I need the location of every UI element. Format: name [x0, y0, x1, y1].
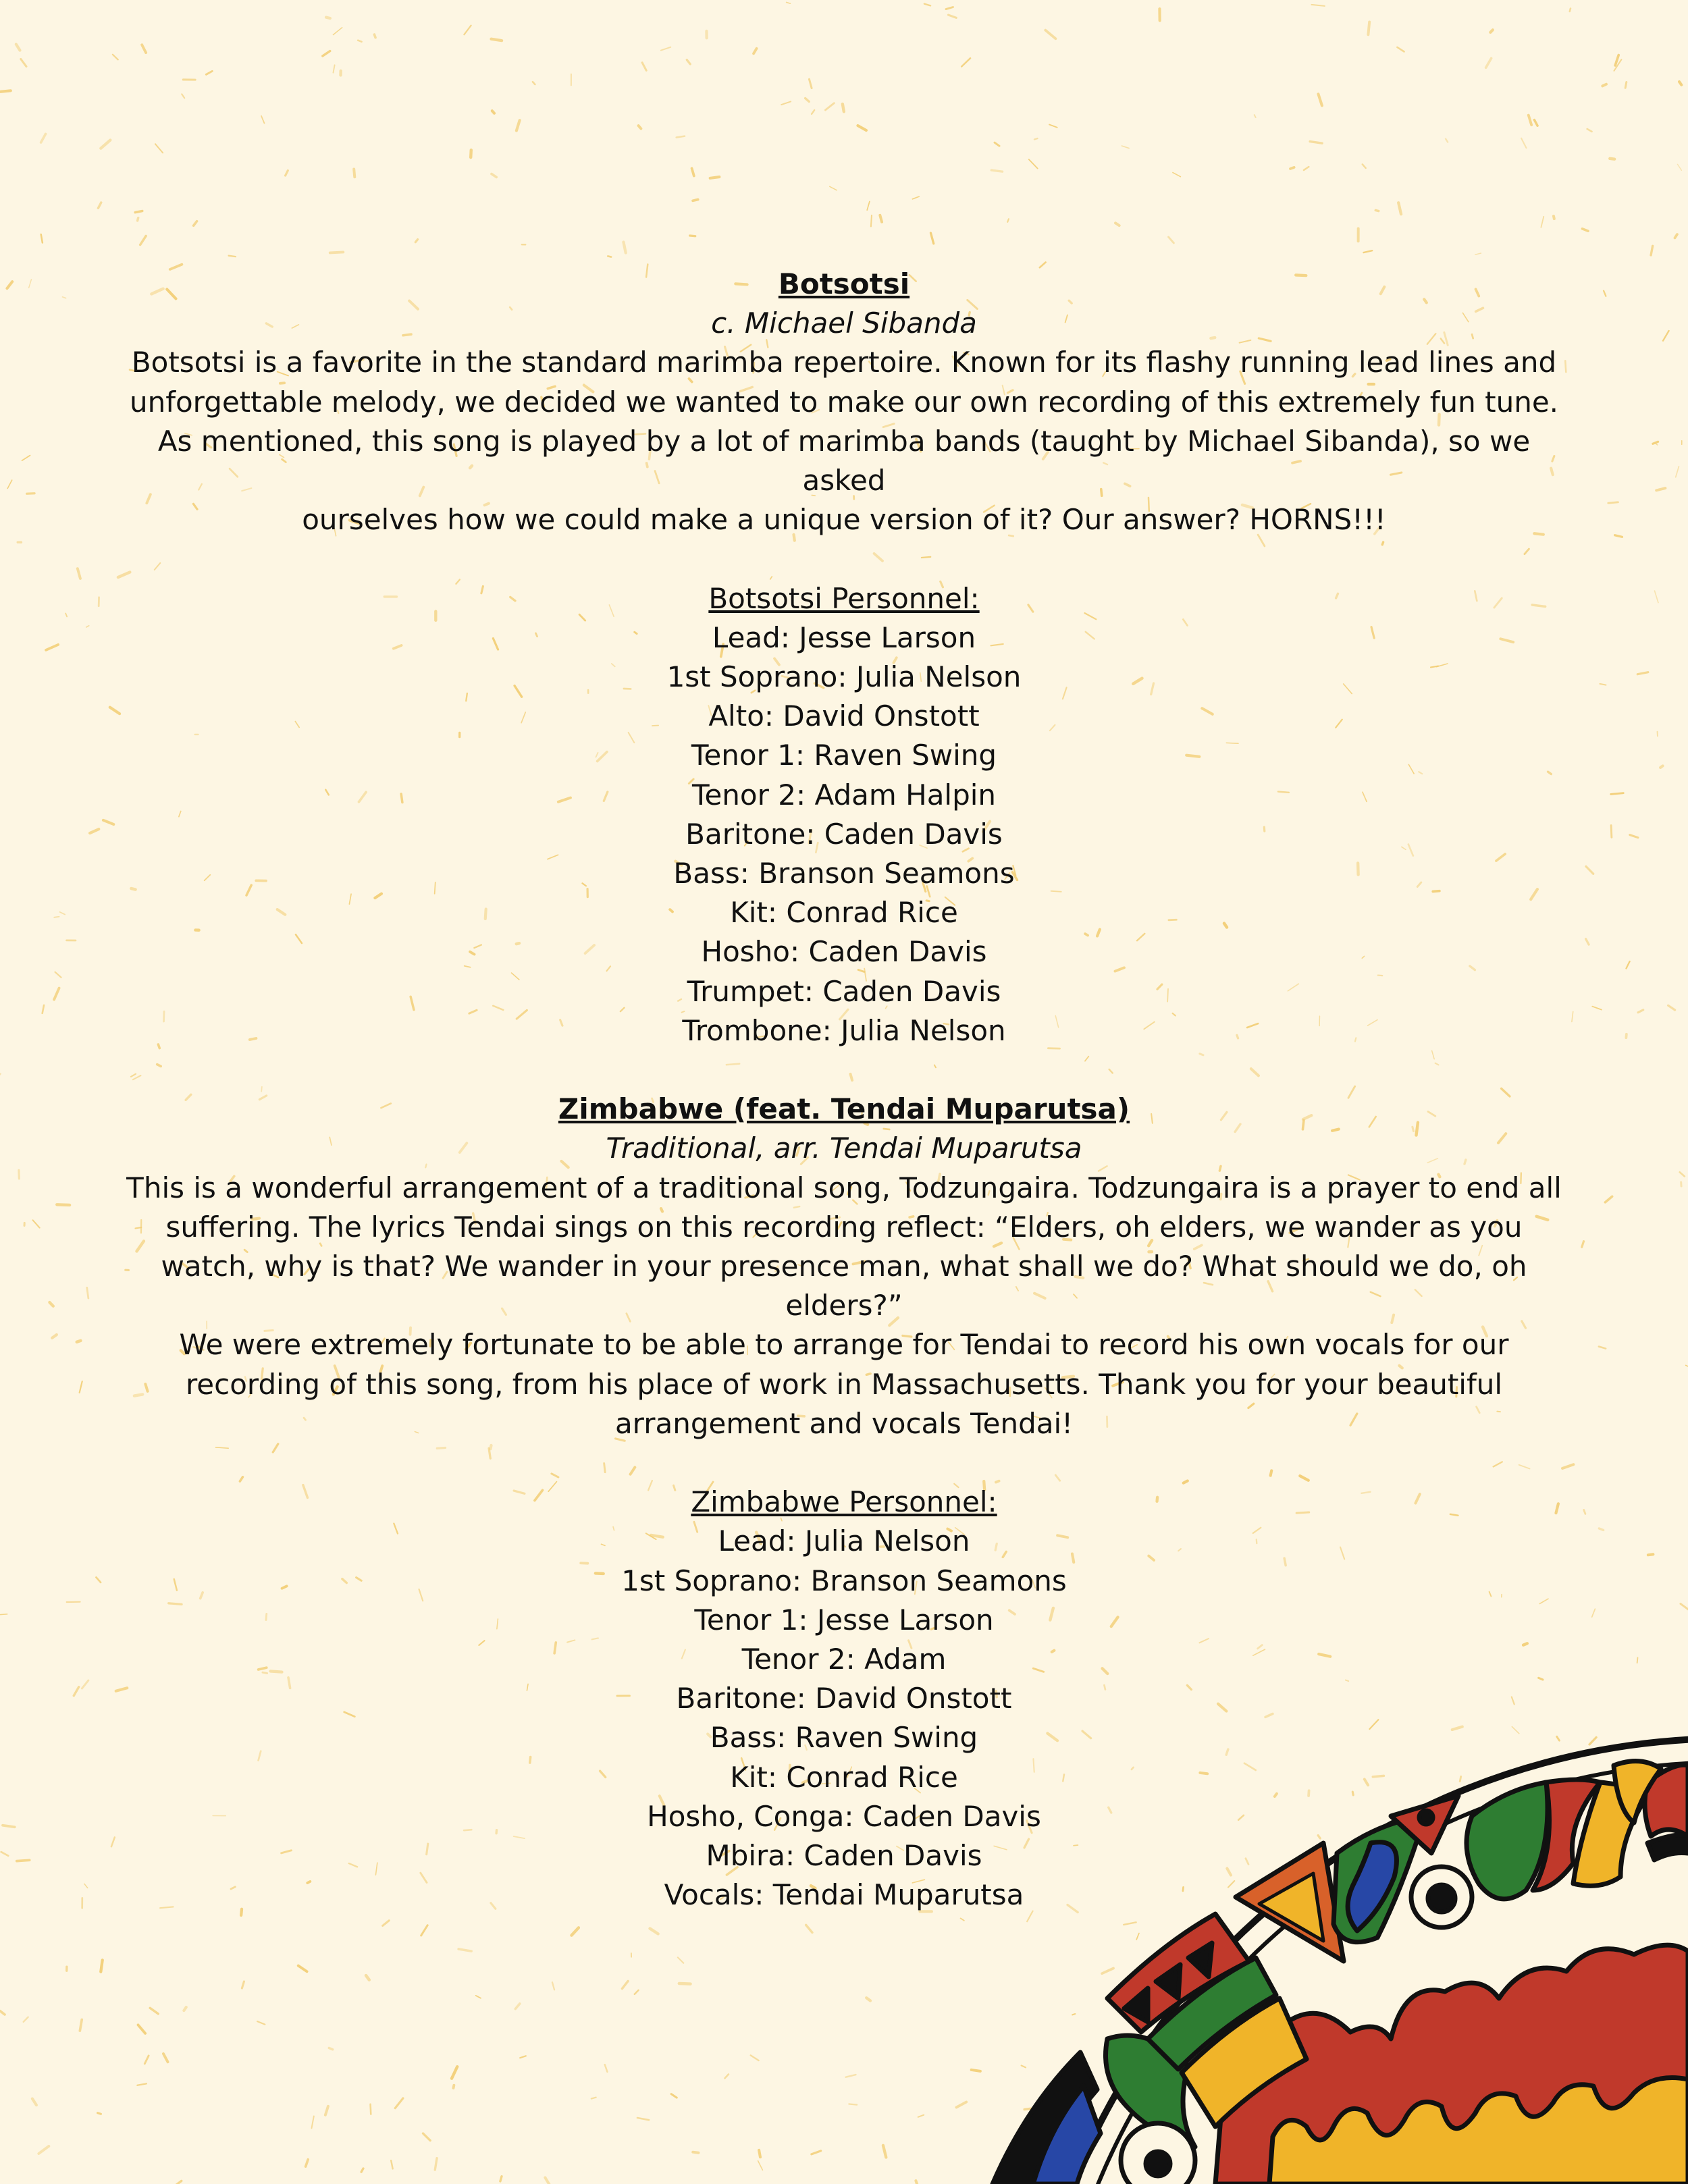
- speckle-mark: [74, 1687, 78, 1696]
- speckle-mark: [423, 2133, 431, 2140]
- speckle-mark: [383, 1921, 390, 1926]
- speckle-mark: [912, 196, 919, 199]
- description-line: watch, why is that? We wander in your presence man, what shall we do? What should we do, oh: [161, 1250, 1527, 1283]
- speckle-mark: [138, 2025, 146, 2033]
- speckle-mark: [1375, 210, 1378, 211]
- description-line: ourselves how we could make a unique version of it? Our answer? HORNS!!!: [302, 503, 1386, 537]
- speckle-mark: [0, 1614, 7, 1615]
- speckle-mark: [1611, 793, 1624, 795]
- speckle-mark: [1599, 1347, 1606, 1349]
- personnel-item: Kit: Conrad Rice: [730, 896, 958, 930]
- speckle-mark: [678, 1957, 683, 1963]
- speckle-mark: [261, 116, 264, 124]
- speckle-mark: [0, 2011, 5, 2015]
- speckle-mark: [1, 1852, 9, 1856]
- personnel-item: Kit: Conrad Rice: [730, 1760, 958, 1794]
- speckle-mark: [1475, 253, 1481, 255]
- speckle-mark: [63, 297, 66, 298]
- description-line: unforgettable melody, we decided we wanted to make our own recording of this extremely fun tune.: [129, 385, 1559, 419]
- speckle-mark: [858, 126, 866, 130]
- speckle-mark: [812, 110, 814, 114]
- personnel-item: Baritone: David Onstott: [676, 1682, 1012, 1715]
- speckle-mark: [1653, 442, 1658, 444]
- speckle-mark: [323, 51, 330, 56]
- personnel-heading: Zimbabwe Personnel:: [691, 1485, 997, 1519]
- speckle-mark: [1626, 961, 1629, 968]
- speckle-mark: [306, 2160, 309, 2166]
- personnel-item: Lead: Jesse Larson: [712, 620, 976, 654]
- personnel-item: Tenor 2: Adam: [741, 1643, 947, 1676]
- speckle-mark: [754, 49, 756, 53]
- speckle-mark: [1115, 223, 1119, 225]
- speckle-mark: [492, 111, 494, 113]
- personnel-item: Vocals: Tendai Muparutsa: [664, 1878, 1024, 1912]
- speckle-mark: [7, 282, 12, 288]
- speckle-mark: [184, 2007, 186, 2010]
- speckle-mark: [1630, 835, 1638, 838]
- speckle-mark: [257, 2021, 265, 2025]
- speckle-mark: [843, 104, 844, 111]
- speckle-mark: [17, 1860, 30, 1861]
- speckle-mark: [242, 1981, 244, 1988]
- personnel-item: Bass: Branson Seamons: [673, 857, 1015, 890]
- speckle-mark: [639, 126, 641, 128]
- spacer: [122, 1443, 1566, 1483]
- speckle-mark: [87, 1287, 88, 1298]
- decorative-african-pattern-art: [959, 1728, 1688, 2184]
- speckle-mark: [1679, 82, 1681, 85]
- speckle-mark: [54, 988, 59, 1000]
- speckle-mark: [1363, 164, 1366, 168]
- speckle-mark: [1663, 331, 1669, 341]
- speckle-mark: [1681, 1604, 1688, 1612]
- speckle-mark: [825, 103, 834, 110]
- personnel-item: Tenor 2: Adam Halpin: [691, 778, 997, 811]
- speckle-mark: [1049, 124, 1057, 127]
- speckle-mark: [113, 55, 118, 60]
- speckle-mark: [78, 568, 80, 579]
- speckle-mark: [96, 1577, 101, 1582]
- botsotsi-section: [122, 265, 1566, 1050]
- speckle-mark: [871, 215, 872, 227]
- speckle-mark: [1615, 535, 1623, 537]
- speckle-mark: [16, 45, 20, 51]
- speckle-mark: [1318, 94, 1321, 105]
- speckle-mark: [41, 134, 46, 142]
- speckle-mark: [286, 171, 288, 176]
- speckle-mark: [395, 2098, 403, 2108]
- speckle-mark: [692, 168, 694, 176]
- personnel-item: Alto: David Onstott: [708, 699, 980, 733]
- speckle-mark: [84, 1884, 88, 1888]
- speckle-mark: [693, 200, 698, 201]
- speckle-mark: [60, 912, 65, 915]
- speckle-mark: [103, 820, 113, 824]
- personnel-item: Trumpet: Caden Davis: [687, 974, 1001, 1008]
- description-line: recording of this song, from his place of work in Massachusetts. Thank you for your beautiful: [185, 1367, 1503, 1401]
- speckle-mark: [49, 1302, 53, 1306]
- speckle-mark: [759, 2150, 760, 2157]
- speckle-mark: [605, 2065, 608, 2072]
- speckle-mark: [32, 2099, 36, 2105]
- speckle-mark: [812, 2151, 821, 2154]
- speckle-mark: [1586, 939, 1589, 944]
- speckle-mark: [333, 65, 334, 72]
- speckle-mark: [1173, 173, 1180, 177]
- speckle-mark: [38, 2146, 49, 2154]
- speckle-mark: [591, 2098, 596, 2099]
- personnel-item: Lead: Julia Nelson: [718, 1524, 970, 1558]
- personnel-item: Bass: Raven Swing: [710, 1721, 978, 1755]
- spacer: [122, 1050, 1566, 1090]
- speckle-mark: [1490, 30, 1492, 32]
- speckle-mark: [1656, 488, 1665, 490]
- speckle-mark: [98, 203, 101, 208]
- speckle-mark: [1582, 229, 1588, 231]
- speckle-mark: [1541, 217, 1544, 228]
- speckle-mark: [679, 1983, 691, 1984]
- speckle-mark: [1626, 1034, 1627, 1038]
- speckle-mark: [0, 1074, 1, 1078]
- speckle-mark: [1600, 684, 1606, 685]
- speckle-mark: [52, 1335, 57, 1338]
- speckle-mark: [1660, 766, 1662, 767]
- speckle-mark: [90, 829, 99, 833]
- speckle-mark: [849, 2104, 857, 2105]
- speckle-mark: [1398, 203, 1401, 214]
- speckle-mark: [80, 2019, 82, 2031]
- speckle-mark: [809, 79, 812, 88]
- black-dot-shape: [1419, 1811, 1433, 1824]
- speckle-mark: [1592, 1007, 1602, 1010]
- speckle-mark: [806, 99, 810, 102]
- speckle-mark: [520, 2056, 526, 2058]
- speckle-mark: [86, 626, 89, 627]
- black-pupil-shape: [1428, 1885, 1455, 1912]
- speckle-mark: [29, 279, 32, 288]
- speckle-mark: [946, 7, 953, 9]
- description-line: This is a wonderful arrangement of a traditional song, Todzungaira. Todzungaira is a prayer to end all: [126, 1171, 1562, 1204]
- speckle-mark: [758, 2161, 763, 2170]
- speckle-mark: [916, 2181, 919, 2184]
- speckle-mark: [142, 45, 146, 53]
- description-line: As mentioned, this song is played by a lot of marimba bands (taught by Michael Sibanda), so we asked: [157, 424, 1531, 498]
- speckle-mark: [311, 2116, 313, 2129]
- speckle-mark: [751, 2055, 759, 2060]
- speckle-mark: [961, 58, 970, 66]
- speckle-mark: [1637, 1657, 1638, 1663]
- speckle-mark: [366, 1975, 369, 1980]
- speckle-mark: [206, 71, 212, 74]
- speckle-mark: [325, 2106, 328, 2115]
- speckle-mark: [21, 59, 26, 67]
- speckle-mark: [298, 1966, 307, 1972]
- speckle-mark: [421, 1925, 428, 1936]
- speckle-mark: [930, 233, 933, 244]
- speckle-mark: [637, 2118, 649, 2120]
- speckle-mark: [687, 60, 690, 64]
- personnel-item: 1st Soprano: Branson Seamons: [621, 1564, 1067, 1597]
- speckle-mark: [80, 1381, 82, 1393]
- personnel-item: Mbira: Caden Davis: [706, 1839, 982, 1873]
- speckle-mark: [7, 480, 12, 488]
- speckle-mark: [661, 47, 670, 51]
- speckle-mark: [635, 1990, 639, 1994]
- speckle-mark: [552, 1982, 554, 1990]
- speckle-mark: [846, 2075, 856, 2077]
- speckle-mark: [101, 1960, 102, 1971]
- speckle-mark: [545, 2178, 550, 2184]
- speckle-mark: [1678, 164, 1682, 170]
- speckle-mark: [1625, 82, 1627, 88]
- speckle-mark: [1122, 146, 1129, 149]
- speckle-mark: [1310, 142, 1322, 144]
- speckle-mark: [1363, 250, 1372, 252]
- speckle-mark: [1586, 866, 1593, 874]
- speckle-mark: [1676, 467, 1679, 477]
- personnel-item: Hosho: Caden Davis: [701, 935, 987, 969]
- speckle-mark: [435, 2158, 437, 2170]
- speckle-mark: [55, 972, 61, 978]
- speckle-mark: [1007, 219, 1009, 221]
- speckle-mark: [1655, 591, 1658, 602]
- personnel-item: Hosho, Conga: Caden Davis: [647, 1799, 1041, 1833]
- speckle-mark: [194, 221, 197, 226]
- speckle-mark: [1034, 138, 1038, 139]
- speckle-mark: [1029, 159, 1038, 168]
- speckle-mark: [1529, 115, 1531, 125]
- speckle-mark: [608, 256, 611, 257]
- speckle-mark: [787, 2, 791, 3]
- speckle-mark: [46, 645, 58, 650]
- speckle-mark: [101, 140, 110, 148]
- speckle-mark: [1169, 237, 1174, 243]
- speckle-mark: [361, 2168, 363, 2172]
- speckle-mark: [883, 2146, 886, 2158]
- spacer: [122, 539, 1566, 579]
- section-title: Zimbabwe (feat. Tendai Muparutsa): [558, 1092, 1130, 1126]
- speckle-mark: [1605, 1196, 1612, 1202]
- speckle-mark: [622, 1981, 628, 1988]
- speckle-mark: [1599, 1528, 1603, 1530]
- speckle-mark: [1534, 120, 1537, 126]
- speckle-mark: [918, 2115, 924, 2117]
- speckle-mark: [229, 256, 236, 257]
- speckle-mark: [1582, 1242, 1584, 1248]
- speckle-mark: [57, 1204, 70, 1205]
- liner-notes: [122, 265, 1566, 1915]
- speckle-mark: [1592, 1609, 1595, 1617]
- speckle-mark: [650, 1929, 658, 1934]
- speckle-mark: [724, 2074, 729, 2078]
- speckle-mark: [880, 215, 882, 222]
- speckle-mark: [163, 2054, 167, 2062]
- description-line: suffering. The lyrics Tendai sings on this recording reflect: “Elders, oh elders, we wander as you: [165, 1210, 1523, 1244]
- speckle-mark: [65, 614, 67, 617]
- speckle-mark: [671, 2094, 677, 2098]
- speckle-mark: [1, 90, 11, 92]
- speckle-mark: [1604, 291, 1606, 296]
- speckle-mark: [995, 142, 999, 146]
- speckle-mark: [453, 2085, 454, 2088]
- speckle-mark: [135, 211, 142, 212]
- section-credit: c. Michael Sibanda: [711, 307, 977, 340]
- speckle-mark: [517, 120, 520, 130]
- speckle-mark: [1648, 1554, 1653, 1555]
- description-line: arrangement and vocals Tendai!: [614, 1406, 1074, 1440]
- speckle-mark: [1397, 47, 1404, 52]
- speckle-mark: [329, 2048, 332, 2049]
- personnel-item: Trombone: Julia Nelson: [682, 1013, 1006, 1047]
- speckle-mark: [492, 174, 496, 178]
- speckle-mark: [374, 34, 375, 38]
- speckle-mark: [1680, 1172, 1685, 1176]
- speckle-mark: [500, 2177, 502, 2181]
- speckle-mark: [77, 1341, 81, 1342]
- speckle-mark: [150, 2008, 158, 2014]
- speckle-mark: [1587, 129, 1592, 132]
- speckle-mark: [1611, 826, 1612, 838]
- speckle-mark: [458, 1949, 471, 1951]
- speckle-mark: [806, 1925, 812, 1932]
- description-line: elders?”: [785, 1289, 903, 1323]
- speckle-mark: [415, 240, 417, 242]
- speckle-mark: [677, 136, 685, 138]
- speckle-mark: [41, 234, 43, 242]
- speckle-mark: [867, 201, 870, 210]
- speckle-mark: [391, 2160, 392, 2168]
- speckle-mark: [1637, 672, 1648, 674]
- speckle-mark: [464, 26, 471, 35]
- black-pupil-shape: [1146, 2152, 1170, 2176]
- speckle-mark: [1045, 30, 1055, 39]
- speckle-mark: [1651, 246, 1653, 255]
- speckle-mark: [140, 236, 146, 244]
- speckle-mark: [98, 2113, 101, 2114]
- speckle-mark: [710, 177, 720, 178]
- speckle-mark: [1638, 1010, 1643, 1013]
- speckle-mark: [24, 2017, 28, 2022]
- speckle-mark: [515, 2004, 519, 2009]
- speckle-mark: [1311, 5, 1324, 6]
- speckle-mark: [1668, 1005, 1675, 1010]
- speckle-mark: [1572, 1011, 1573, 1021]
- speckle-mark: [452, 2067, 457, 2078]
- section-title: Botsotsi: [778, 267, 910, 300]
- speckle-mark: [623, 242, 625, 253]
- speckle-mark: [358, 41, 361, 42]
- speckle-mark: [991, 170, 1002, 171]
- speckle-mark: [22, 456, 30, 461]
- description-line: Botsotsi is a favorite in the standard marimba repertoire. Known for its flashy running lead lines and: [131, 346, 1557, 379]
- speckle-mark: [866, 1998, 870, 2000]
- description-line: We were extremely fortunate to be able to arrange for Tendai to record his own vocals for our: [179, 1328, 1509, 1362]
- speckle-mark: [1368, 22, 1369, 35]
- speckle-mark: [43, 1005, 44, 1013]
- speckle-mark: [693, 2152, 698, 2153]
- speckle-mark: [533, 82, 535, 84]
- personnel-item: Tenor 1: Raven Swing: [691, 739, 997, 772]
- speckle-mark: [1304, 167, 1309, 170]
- speckle-mark: [492, 39, 502, 41]
- speckle-mark: [1521, 138, 1526, 148]
- speckle-mark: [144, 2056, 149, 2064]
- speckle-mark: [182, 94, 184, 98]
- speckle-mark: [1608, 502, 1618, 503]
- speckle-mark: [1486, 58, 1492, 68]
- speckle-mark: [1255, 115, 1256, 117]
- speckle-mark: [948, 15, 956, 18]
- personnel-heading: Botsotsi Personnel:: [708, 581, 980, 615]
- speckle-mark: [571, 1927, 578, 1935]
- speckle-mark: [1290, 167, 1294, 169]
- speckle-mark: [155, 144, 163, 153]
- speckle-mark: [137, 2083, 146, 2085]
- personnel-item: 1st Soprano: Julia Nelson: [666, 660, 1022, 694]
- speckle-mark: [1584, 1510, 1585, 1514]
- speckle-mark: [172, 2181, 182, 2184]
- speckle-mark: [333, 28, 342, 35]
- speckle-mark: [111, 1837, 115, 1846]
- speckle-mark: [476, 1996, 481, 1998]
- speckle-mark: [82, 1680, 88, 1688]
- speckle-mark: [830, 186, 837, 190]
- speckle-mark: [110, 708, 120, 714]
- speckle-mark: [781, 101, 791, 105]
- section-credit: Traditional, arr. Tendai Muparutsa: [606, 1131, 1082, 1165]
- personnel-item: Baritone: Caden Davis: [685, 817, 1003, 851]
- speckle-mark: [924, 4, 930, 6]
- speckle-mark: [642, 63, 646, 71]
- speckle-mark: [1446, 139, 1448, 142]
- speckle-mark: [33, 1220, 40, 1227]
- speckle-mark: [1674, 234, 1677, 238]
- speckle-mark: [1602, 84, 1606, 86]
- speckle-mark: [1570, 9, 1571, 11]
- speckle-mark: [3, 1826, 15, 1827]
- personnel-item: Tenor 1: Jesse Larson: [694, 1603, 994, 1636]
